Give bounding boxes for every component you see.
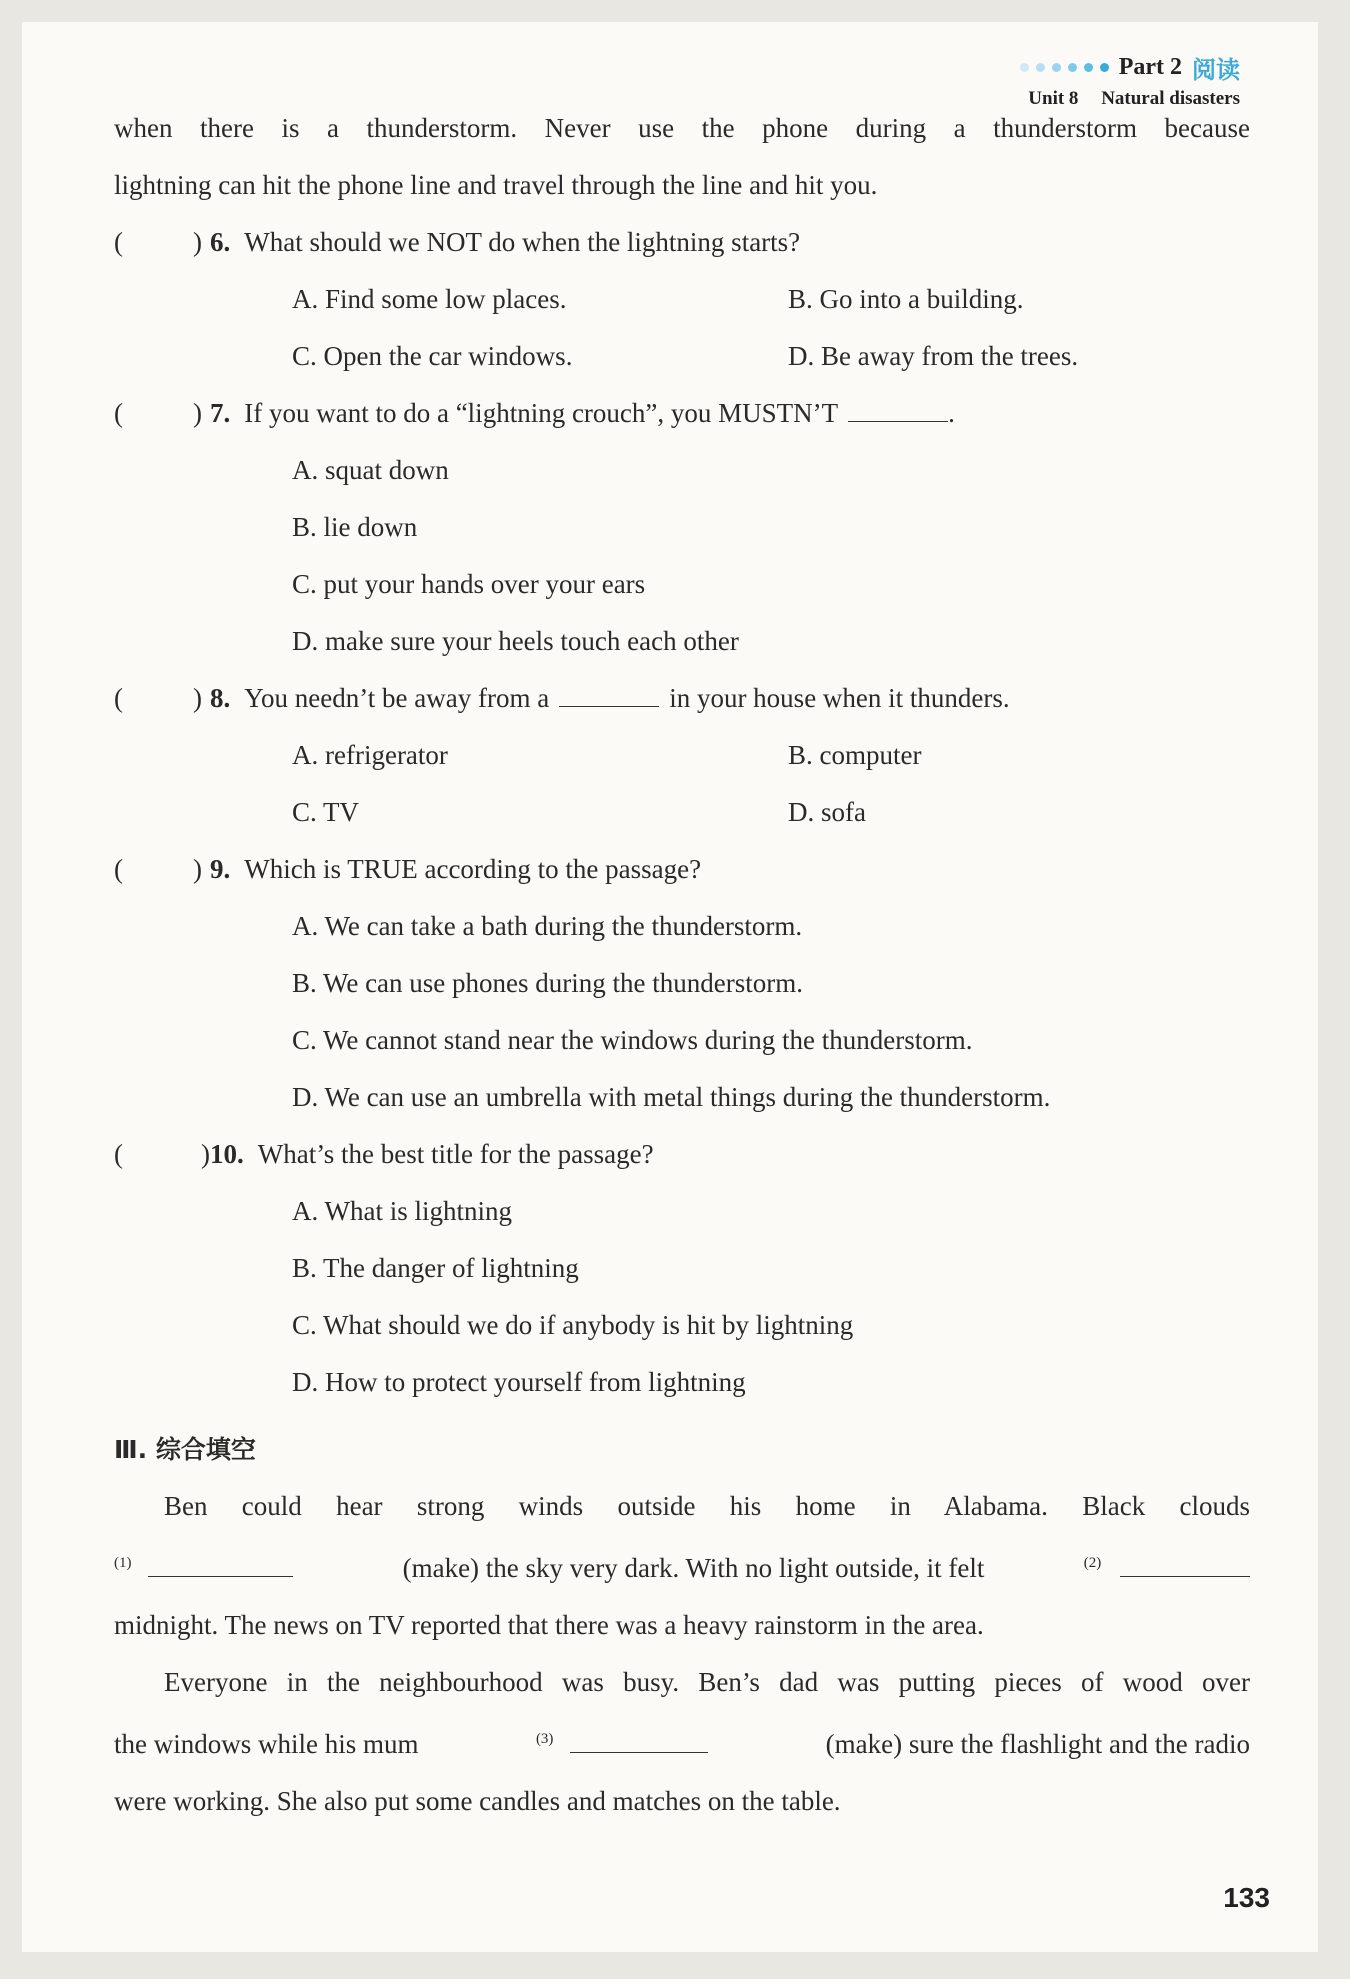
question-number: 7. bbox=[210, 398, 231, 428]
dot-icon bbox=[1020, 63, 1029, 72]
options-row bbox=[114, 328, 1250, 385]
blank-group-1 bbox=[114, 1535, 303, 1597]
question-text: Which is TRUE according to the passage? bbox=[244, 854, 702, 884]
passage-text: (make) sure the flashlight and the radio bbox=[825, 1729, 1250, 1759]
question-text: What should we NOT do when the lightning starts? bbox=[244, 227, 801, 257]
blank-group-3 bbox=[536, 1711, 708, 1773]
option-a: A. Find some low places. bbox=[292, 284, 567, 314]
options-row bbox=[114, 727, 1250, 784]
dot-icon bbox=[1100, 63, 1109, 72]
question-text: If you want to do a “lightning crouch”, you MUSTN’T bbox=[244, 398, 839, 428]
option-b: B. We can use phones during the thunderstorm. bbox=[292, 968, 803, 998]
option-a: A. refrigerator bbox=[292, 740, 448, 770]
part-label: Part 2 bbox=[1118, 53, 1182, 80]
option-c: C. put your hands over your ears bbox=[292, 569, 646, 599]
passage-text: (make) the sky very dark. With no light outside, it felt bbox=[402, 1553, 985, 1583]
answer-paren[interactable]: ( ) bbox=[114, 1139, 210, 1169]
answer-paren[interactable]: ( ) bbox=[114, 683, 202, 713]
question-6 bbox=[114, 214, 1250, 271]
question-number: 8. bbox=[210, 683, 231, 713]
decorative-dots bbox=[1020, 63, 1109, 72]
passage-line: were working. She also put some candles and matches on the table. bbox=[114, 1786, 841, 1816]
answer-paren[interactable]: ( ) bbox=[114, 854, 202, 884]
unit-label: Unit 8 bbox=[1028, 88, 1079, 109]
question-number: 9. bbox=[210, 854, 231, 884]
passage-line-blanks bbox=[114, 1535, 1250, 1597]
option-a: A. We can take a bath during the thunderstorm. bbox=[292, 911, 803, 941]
blank-marker: (2) bbox=[1083, 1555, 1102, 1571]
answer-blank-1[interactable] bbox=[148, 1554, 293, 1577]
passage-text: the windows while his mum bbox=[114, 1729, 419, 1759]
blank-marker: (3) bbox=[535, 1731, 554, 1747]
options-row bbox=[114, 271, 1250, 328]
blank-group-2 bbox=[1084, 1535, 1250, 1597]
question-text: What’s the best title for the passage? bbox=[257, 1139, 654, 1169]
dot-icon bbox=[1068, 63, 1077, 72]
passage-line: when there is a thunderstorm. Never use the phone during a thunderstorm because bbox=[114, 113, 1250, 143]
option-d: D. How to protect yourself from lightning bbox=[292, 1367, 746, 1397]
book-page bbox=[22, 22, 1318, 1952]
option-c: C. Open the car windows. bbox=[292, 341, 573, 371]
option-c: C. TV bbox=[292, 797, 360, 827]
option-b: B. Go into a building. bbox=[788, 284, 1024, 314]
section-label: 阅读 bbox=[1192, 55, 1240, 84]
page-number: 133 bbox=[1223, 1882, 1270, 1913]
dot-icon bbox=[1084, 63, 1093, 72]
answer-blank-3[interactable] bbox=[570, 1730, 708, 1753]
passage-line-blanks bbox=[114, 1711, 1250, 1773]
passage-line: lightning can hit the phone line and travel through the line and hit you. bbox=[114, 170, 878, 200]
option-d: D. make sure your heels touch each other bbox=[292, 626, 739, 656]
answer-blank-2[interactable] bbox=[1120, 1554, 1250, 1577]
option-b: B. The danger of lightning bbox=[292, 1253, 579, 1283]
option-c: C. What should we do if anybody is hit by lightning bbox=[292, 1310, 854, 1340]
page-body bbox=[114, 100, 1250, 1830]
passage-line: Everyone in the neighbourhood was busy. Ben’s dad was putting pieces of wood over bbox=[164, 1667, 1250, 1697]
question-8 bbox=[114, 670, 1250, 727]
answer-blank[interactable] bbox=[559, 684, 659, 707]
dot-icon bbox=[1052, 63, 1061, 72]
question-7 bbox=[114, 385, 1250, 442]
option-a: A. squat down bbox=[292, 455, 449, 485]
option-d: D. Be away from the trees. bbox=[788, 341, 1079, 371]
passage-line: Ben could hear strong winds outside his home in Alabama. Black clouds bbox=[164, 1491, 1250, 1521]
question-text-end: . bbox=[948, 398, 955, 428]
question-10 bbox=[114, 1126, 1250, 1183]
unit-title: Natural disasters bbox=[1101, 88, 1240, 109]
answer-blank[interactable] bbox=[848, 399, 948, 422]
option-b: B. computer bbox=[788, 740, 922, 770]
question-text-end: in your house when it thunders. bbox=[669, 683, 1010, 713]
option-a: A. What is lightning bbox=[292, 1196, 512, 1226]
option-b: B. lie down bbox=[292, 512, 418, 542]
option-d: D. sofa bbox=[788, 797, 866, 827]
question-number: 10. bbox=[210, 1139, 244, 1169]
question-number: 6. bbox=[210, 227, 231, 257]
blank-marker: (1) bbox=[114, 1555, 132, 1571]
passage-line: midnight. The news on TV reported that there was a heavy rainstorm in the area. bbox=[114, 1610, 984, 1640]
question-9 bbox=[114, 841, 1250, 898]
dot-icon bbox=[1036, 63, 1045, 72]
option-c: C. We cannot stand near the windows during the thunderstorm. bbox=[292, 1025, 973, 1055]
answer-paren[interactable]: ( ) bbox=[114, 227, 202, 257]
option-d: D. We can use an umbrella with metal things during the thunderstorm. bbox=[292, 1082, 1051, 1112]
question-text: You needn’t be away from a bbox=[244, 683, 550, 713]
options-row bbox=[114, 784, 1250, 841]
answer-paren[interactable]: ( ) bbox=[114, 398, 202, 428]
section-heading: Ⅲ. 综合填空 bbox=[114, 1435, 256, 1464]
